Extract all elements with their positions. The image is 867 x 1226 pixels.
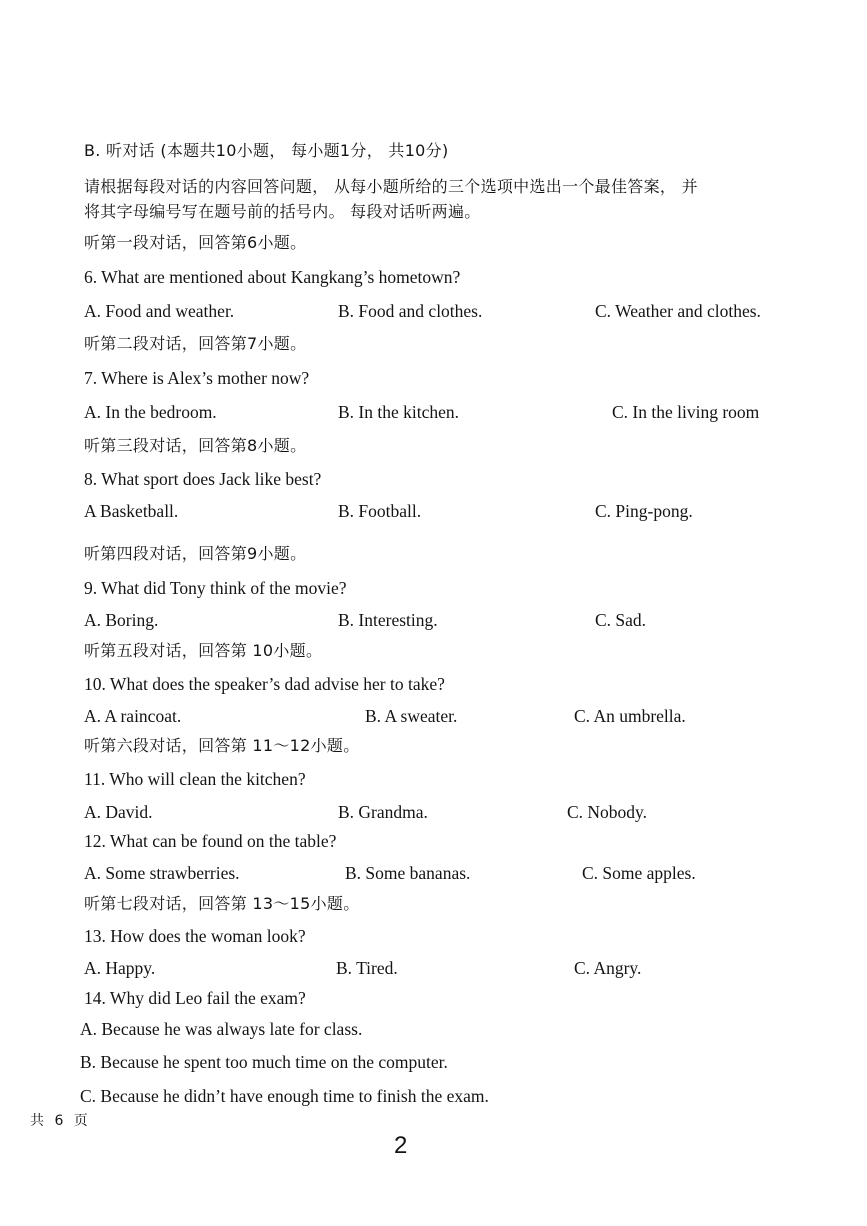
dialogue-heading-text: 听第六段对话，回答第 11～12小题。 [84, 736, 360, 755]
dialogue-heading [0, 228, 867, 258]
instruction-line-2 [0, 197, 867, 227]
option-b: B. Interesting. [338, 610, 438, 630]
question-text: 13. How does the woman look? [84, 926, 306, 946]
option-c: C. Some apples. [582, 863, 696, 883]
option-a: A. Boring. [84, 610, 159, 630]
option-14-c [0, 1081, 867, 1111]
option-b: B. Tired. [336, 958, 398, 978]
option-b: B. Grandma. [338, 802, 428, 822]
options-11 [0, 797, 867, 827]
option-a: A. Food and weather. [84, 301, 235, 321]
option-b: B. A sweater. [365, 706, 458, 726]
options-7 [0, 397, 867, 427]
dialogue-heading-text: 听第三段对话，回答第8小题。 [84, 436, 307, 455]
instruction-text-1: 请根据每段对话的内容回答问题， 从每小题所给的三个选项中选出一个最佳答案， 并 [84, 177, 698, 196]
option-c: C. Nobody. [567, 802, 648, 822]
question-text: 12. What can be found on the table? [84, 831, 337, 851]
option-c: C. Weather and clothes. [595, 301, 761, 321]
question-8 [0, 464, 867, 494]
question-12 [0, 826, 867, 856]
dialogue-heading [0, 431, 867, 461]
question-text: 7. Where is Alex’s mother now? [84, 368, 310, 388]
question-text: 6. What are mentioned about Kangkang’s hometown? [84, 267, 461, 287]
options-6 [0, 296, 867, 326]
option-b: B. Some bananas. [345, 863, 471, 883]
dialogue-heading [0, 636, 867, 666]
question-7 [0, 363, 867, 393]
dialogue-heading-text: 听第四段对话，回答第9小题。 [84, 544, 307, 563]
dialogue-heading [0, 889, 867, 919]
option-c: C. Ping-pong. [595, 501, 693, 521]
question-10 [0, 669, 867, 699]
options-10 [0, 701, 867, 731]
options-8 [0, 496, 867, 526]
question-text: 14. Why did Leo fail the exam? [84, 988, 306, 1008]
option-b: B. Because he spent too much time on the computer. [80, 1052, 448, 1072]
option-a: A. Because he was always late for class. [80, 1019, 363, 1039]
option-14-b [0, 1047, 867, 1077]
question-6 [0, 262, 867, 292]
options-12 [0, 858, 867, 888]
question-9 [0, 573, 867, 603]
dialogue-heading-text: 听第二段对话，回答第7小题。 [84, 334, 307, 353]
options-9 [0, 605, 867, 635]
page-number: 2 [394, 1132, 408, 1159]
option-c: C. Because he didn’t have enough time to finish the exam. [80, 1086, 489, 1106]
option-b: B. Football. [338, 501, 422, 521]
question-text: 9. What did Tony think of the movie? [84, 578, 347, 598]
option-c: C. Sad. [595, 610, 647, 630]
section-title-line [0, 136, 867, 166]
question-text: 11. Who will clean the kitchen? [84, 769, 306, 789]
option-a: A. A raincoat. [84, 706, 182, 726]
dialogue-heading [0, 539, 867, 569]
dialogue-heading-text: 听第七段对话，回答第 13～15小题。 [84, 894, 360, 913]
question-13 [0, 921, 867, 951]
option-a: A. David. [84, 802, 153, 822]
question-11 [0, 764, 867, 794]
option-a: A. Some strawberries. [84, 863, 240, 883]
instruction-text-2: 将其字母编号写在题号前的括号内。 每段对话听两遍。 [84, 202, 481, 221]
option-c: C. Angry. [574, 958, 642, 978]
option-a: A Basketball. [84, 501, 179, 521]
options-13 [0, 953, 867, 983]
question-14 [0, 983, 867, 1013]
option-b: B. In the kitchen. [338, 402, 460, 422]
question-text: 10. What does the speaker’s dad advise her to take? [84, 674, 445, 694]
option-a: A. Happy. [84, 958, 156, 978]
option-c: C. In the living room [612, 402, 760, 422]
dialogue-heading-text: 听第一段对话，回答第6小题。 [84, 233, 307, 252]
dialogue-heading [0, 731, 867, 761]
dialogue-heading-text: 听第五段对话，回答第 10小题。 [84, 641, 323, 660]
option-c: C. An umbrella. [574, 706, 686, 726]
total-pages-label: 共 6 页 [30, 1113, 91, 1129]
dialogue-heading [0, 329, 867, 359]
option-a: A. In the bedroom. [84, 402, 217, 422]
section-title: B. 听对话 (本题共10小题， 每小题1分， 共10分) [84, 141, 449, 160]
option-14-a [0, 1014, 867, 1044]
option-b: B. Food and clothes. [338, 301, 483, 321]
question-text: 8. What sport does Jack like best? [84, 469, 322, 489]
